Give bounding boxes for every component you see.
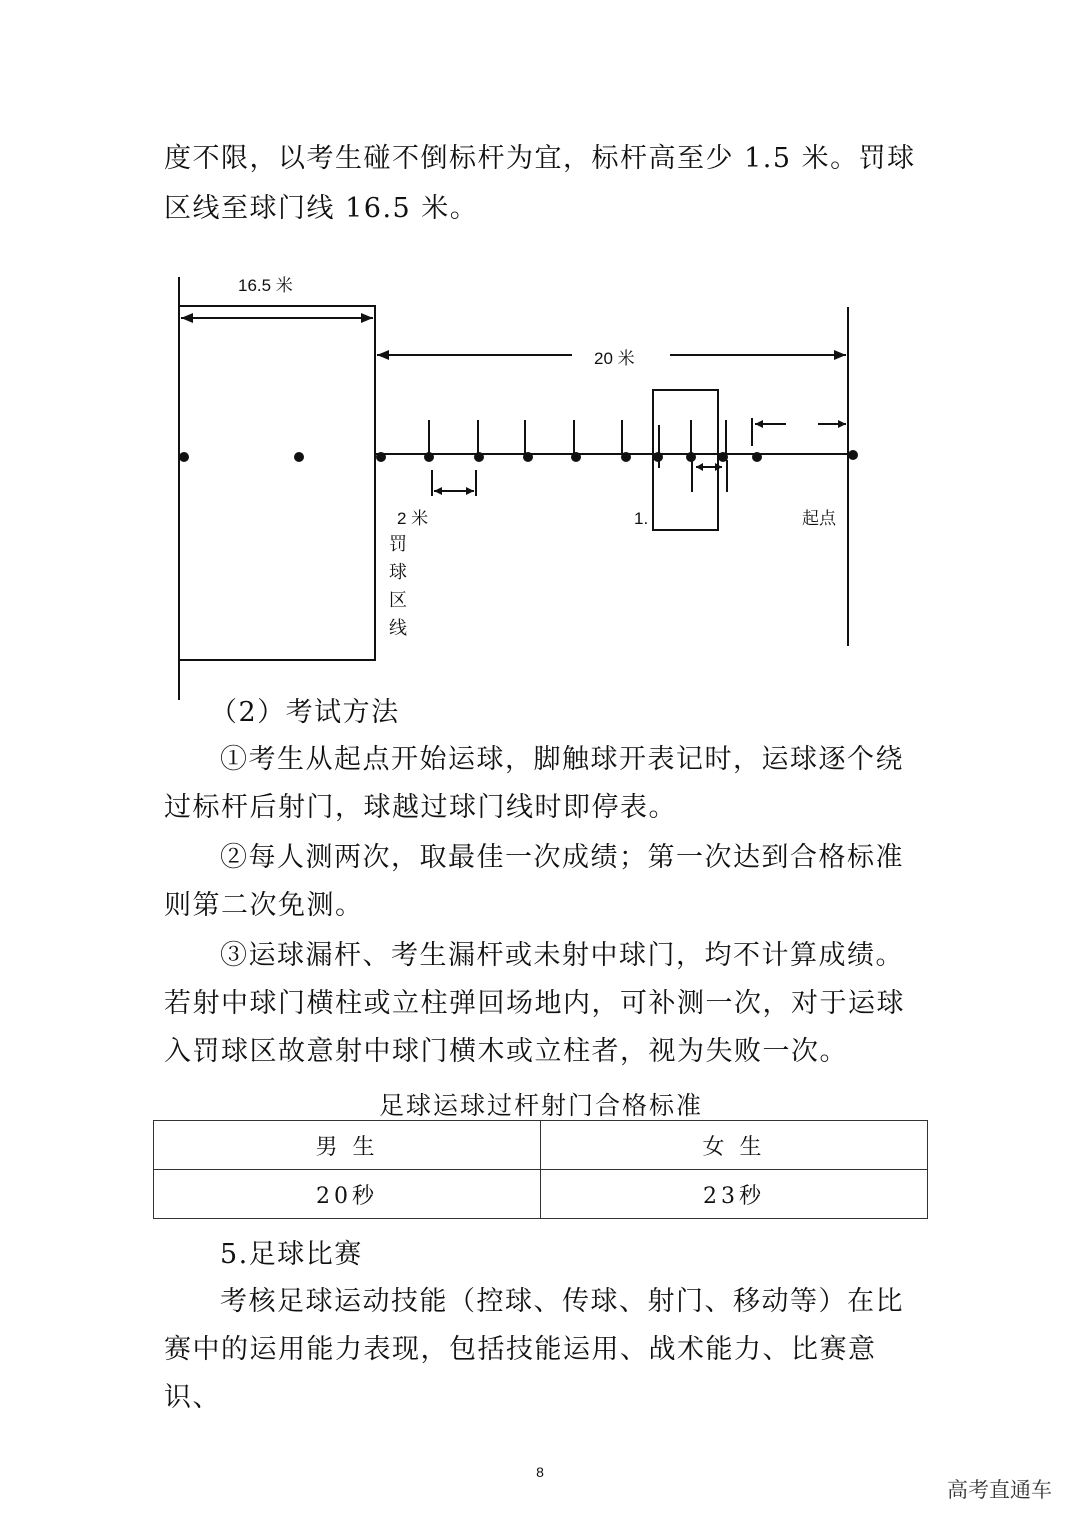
arrowhead [434,487,442,495]
exam-item-1: ①考生从起点开始运球，脚触球开表记时，运球逐个绕过标杆后射门，球越过球门线时即停表。 [164,744,904,823]
arrowhead [361,313,373,323]
page-number: 8 [536,1464,544,1480]
label-1: 1. [634,509,649,528]
ball-dot [294,452,304,462]
value-female: 23秒 [541,1170,928,1219]
watermark: 高考直通车 [947,1478,1052,1502]
ball-dot [718,452,728,462]
top-text-line-1: 度不限，以考生碰不倒标杆为宜，标杆高至少 1.5 米。罚球 [164,143,916,174]
header-female: 女 生 [541,1121,928,1170]
arrowhead [181,313,193,323]
standards-table [153,1120,928,1219]
section-heading: （2）考试方法 [210,697,400,728]
ball-dot [474,452,484,462]
table-header-row [154,1121,928,1170]
ball-dot [523,452,533,462]
label-penalty-line-char: 球 [389,562,407,583]
value-male: 20秒 [154,1170,541,1219]
label-20: 20 米 [594,349,635,368]
table-caption: 足球运球过杆射门合格标准 [378,1091,703,1120]
label-2m: 2 米 [397,509,429,528]
label-penalty-line-char: 线 [389,618,407,639]
label-penalty-line-char: 罚 [389,534,407,555]
arrowhead [838,420,846,428]
top-text-line-2: 区线至球门线 16.5 米。 [164,193,479,224]
header-male: 男 生 [154,1121,541,1170]
dribble-course-diagram [0,0,1080,700]
arrowhead [755,420,763,428]
ball-dot [376,452,386,462]
ball-dot [571,452,581,462]
ball-dot [752,452,762,462]
ball-dot [848,450,858,460]
ball-dot [653,452,663,462]
label-penalty-line-char: 区 [389,590,407,611]
table-row [154,1170,928,1219]
arrowhead [696,463,703,471]
exam-item-2: ②每人测两次，取最佳一次成绩；第一次达到合格标准则第二次免测。 [164,842,904,921]
zone-box [653,390,718,530]
ball-dot [179,452,189,462]
arrowhead [834,350,846,360]
arrowhead [377,350,389,360]
ball-dot [686,452,696,462]
penalty-area-box [179,306,375,660]
ball-dot [621,452,631,462]
exam-item-3: ③运球漏杆、考生漏杆或未射中球门，均不计算成绩。若射中球门横柱或立柱弹回场地内，可补测一次，对于运球入罚球区故意射中球门横木或立柱者，视为失败一次。 [164,940,905,1067]
football-match-heading: 5.足球比赛 [220,1239,363,1270]
football-match-text: 考核足球运动技能（控球、传球、射门、移动等）在比赛中的运用能力表现，包括技能运用、战术能力、比赛意识、 [164,1286,904,1413]
label-start: 起点 [802,509,836,528]
ball-dot [424,452,434,462]
arrowhead [466,487,474,495]
label-16-5: 16.5 米 [238,276,293,295]
